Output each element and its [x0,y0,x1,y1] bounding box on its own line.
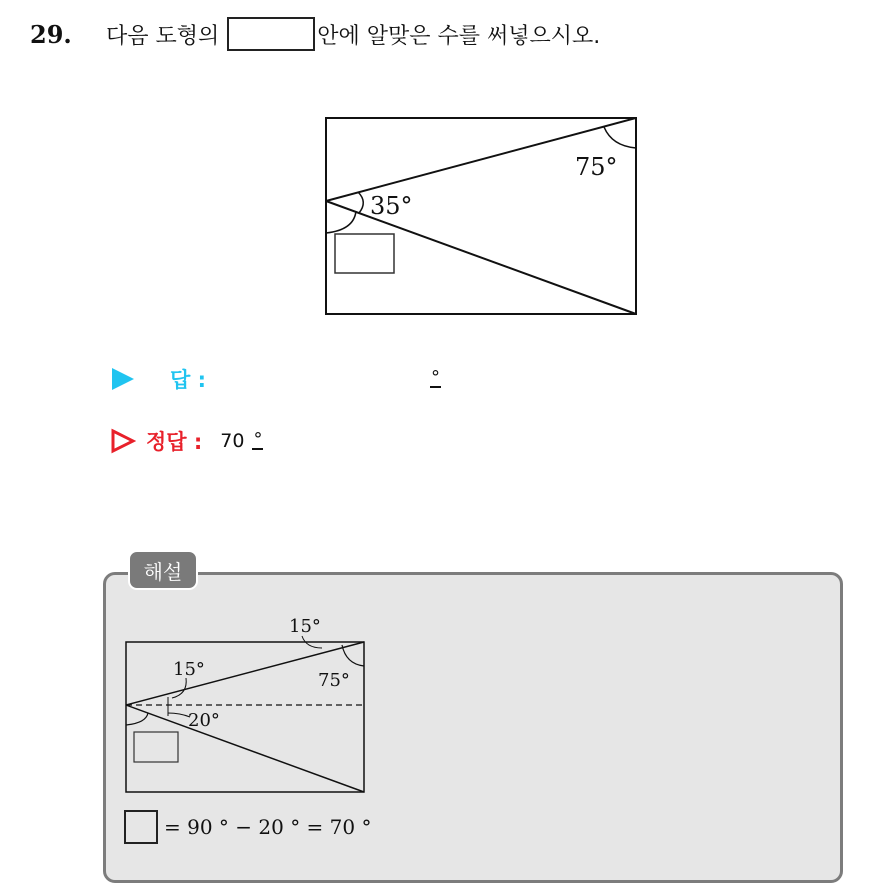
question-text [106,17,600,51]
formula-text: = 90 ° − 20 ° = 70 ° [164,815,372,839]
sol-lower-diagonal [126,705,364,792]
answer-label: 답 : [170,368,206,392]
angle-label-35: 35° [370,192,413,220]
sol-angle-15-top: 15° [289,616,321,637]
answer-marker-icon [110,366,136,392]
sol-blank-box [134,732,178,762]
correct-marker-icon [110,428,136,454]
solution-tag: 해설 [128,550,198,590]
question-header [30,14,600,54]
arc-left-lower [326,211,356,233]
sol-angle-20: 20° [188,710,220,731]
answer-unit: ° [431,367,440,388]
arc-top-right [604,127,636,148]
sol-angle-15-left: 15° [173,659,205,680]
sol-rectangle [126,642,364,792]
solution-formula [124,810,371,844]
sol-arc-right [342,645,364,666]
arc-left-35 [358,192,363,213]
correct-label: 정답 : [146,430,203,454]
correct-answer-row [110,426,263,456]
figure-blank-box [335,234,394,273]
correct-value: 70 [220,430,245,452]
sol-arc-left-lower [126,713,148,725]
main-figure [320,112,645,322]
solution-figure [120,608,375,800]
angle-label-75: 75° [575,153,618,181]
correct-unit: ° [253,429,263,450]
question-blank-box [227,17,315,51]
sol-angle-75: 75° [318,670,350,691]
formula-blank-box [124,810,158,844]
sol-arrow-lower-left [168,713,190,717]
answer-input[interactable] [206,367,430,391]
sol-arrow-upper-left [172,678,186,698]
question-number: 29. [30,19,72,49]
question-text-after: 안에 알맞은 수를 써넣으시오. [317,23,601,49]
question-text-before: 다음 도형의 [106,23,220,49]
answer-row [110,364,441,394]
